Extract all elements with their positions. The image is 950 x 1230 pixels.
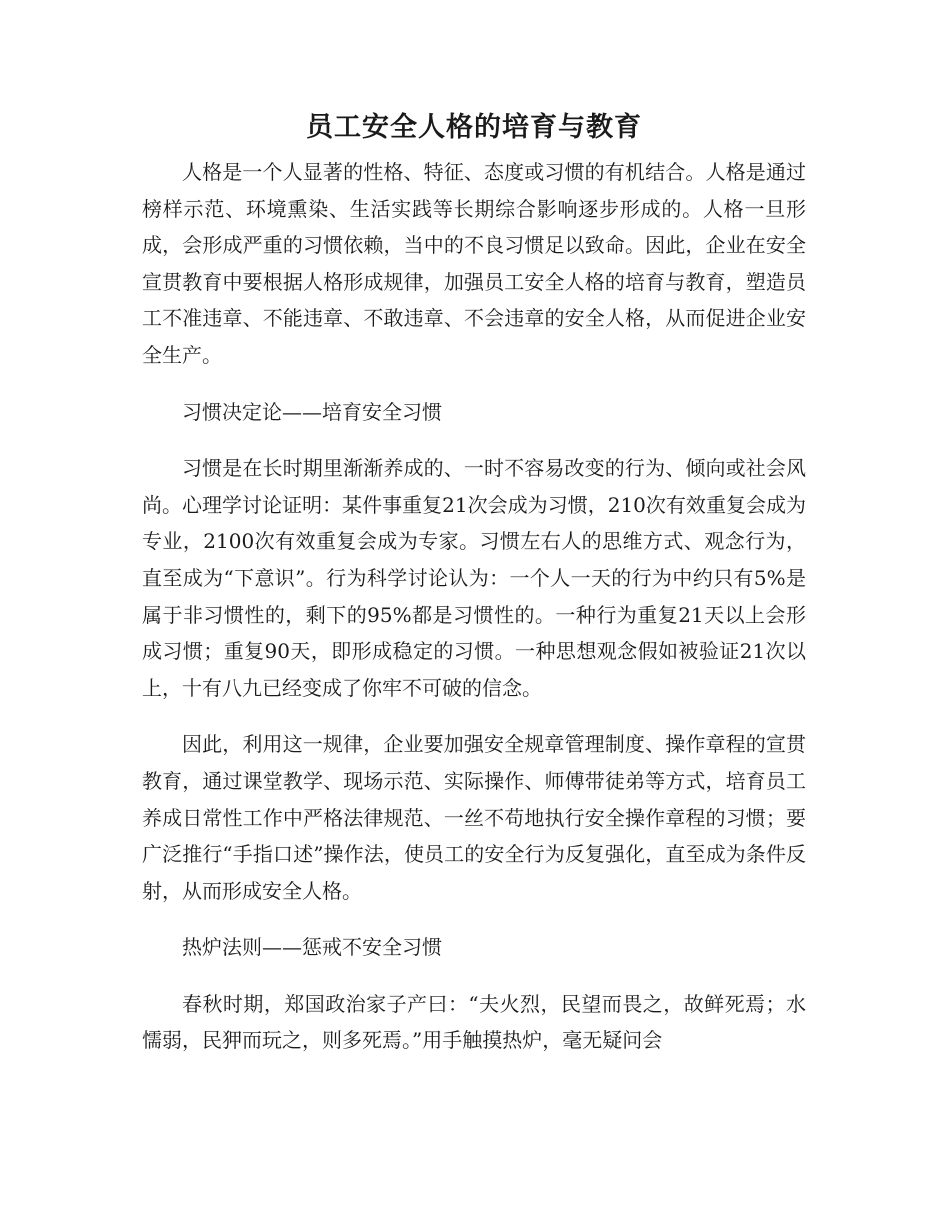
paragraph-habit-definition: 习惯是在长时期里渐渐养成的、一时不容易改变的行为、倾向或社会风尚。心理学讨论证明：某件事重复21次会成为习惯，210次有效重复会成为专业，2100次有效重复会成为专家。习惯左右人的思维方式、观念行为，直至成为“下意识”。行为科学讨论认为：一个人一天的行为中约只有5%是属于非习惯性的，剩下的95%都是习惯性的。一种行为重复21天以上会形成习惯；重复90天，即形成稳定的习惯。一种思想观念假如被验证21次以上，十有八九已经变成了你牢不可破的信念。 [142,456,806,700]
paragraph-habit-application: 因此，利用这一规律，企业要加强安全规章管理制度、操作章程的宣贯教育，通过课堂教学、现场示范、实际操作、师傅带徒弟等方式，培育员工养成日常性工作中严格法律规范、一丝不苟地执行安全操作章程的习惯；要广泛推行“手指口述”操作法，使员工的安全行为反复强化，直至成为条件反射，从而形成安全人格。 [142,732,806,903]
section-heading-habit: 习惯决定论——培育安全习惯 [182,399,442,424]
section-heading-hot-stove: 热炉法则——惩戒不安全习惯 [182,935,442,960]
paragraph-intro: 人格是一个人显著的性格、特征、态度或习惯的有机结合。人格是通过榜样示范、环境熏染、生活实践等长期综合影响逐步形成的。人格一旦形成，会形成严重的习惯依赖，当中的不良习惯足以致命。因此，企业在安全宣贯教育中要根据人格形成规律，加强员工安全人格的培育与教育，塑造员工不准违章、不能违章、不敢违章、不会违章的安全人格，从而促进企业安全生产。 [142,160,806,367]
paragraph-hot-stove: 春秋时期，郑国政治家子产曰：“夫火烈，民望而畏之，故鲜死焉；水懦弱，民狎而玩之，则多死焉。”用手触摸热炉，毫无疑问会 [142,991,806,1053]
document-page [142,108,806,1079]
document-title: 员工安全人格的培育与教育 [306,112,642,143]
